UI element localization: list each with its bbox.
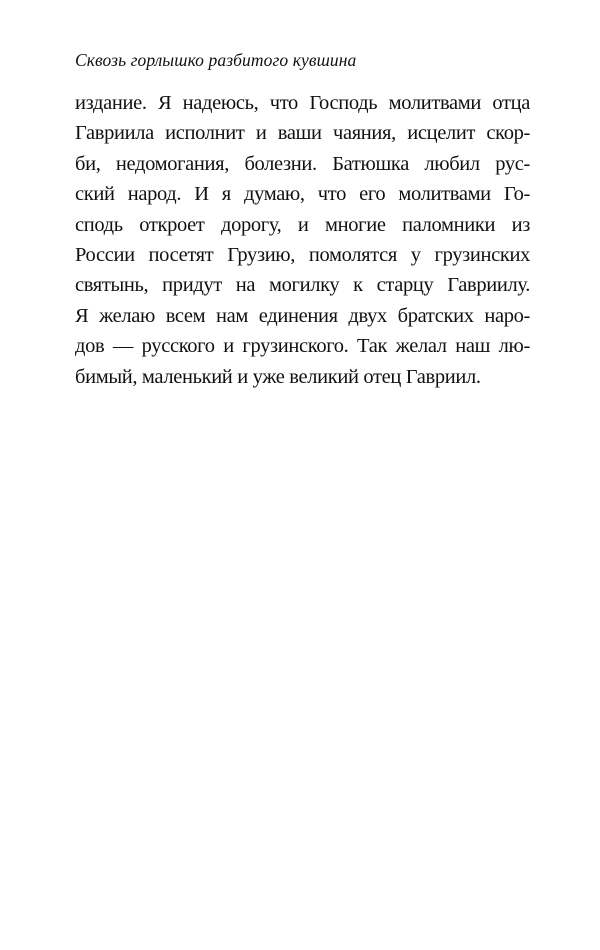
text-line: дов — русского и грузинского. Так желал наш лю-: [75, 335, 530, 358]
text-line: Я желаю всем нам единения двух братских наро-: [75, 304, 530, 327]
text-line: святынь, придут на могилку к старцу Гавриилу.: [75, 274, 530, 297]
text-line: бимый, маленький и уже великий отец Гавриил.: [75, 365, 481, 388]
text-line: сподь откроет дорогу, и многие паломники из: [75, 213, 530, 236]
text-line: России посетят Грузию, помолятся у грузинских: [75, 243, 530, 266]
body-text: [75, 88, 530, 392]
running-header: Сквозь горлышко разбитого кувшина: [75, 50, 357, 70]
text-line: би, недомогания, болезни. Батюшка любил рус-: [75, 152, 530, 175]
text-line: издание. Я надеюсь, что Господь молитвами отца: [75, 92, 530, 114]
text-line: Гавриила исполнит и ваши чаяния, исцелит скор-: [75, 122, 530, 145]
text-line: ский народ. И я думаю, что его молитвами Го-: [75, 183, 530, 206]
